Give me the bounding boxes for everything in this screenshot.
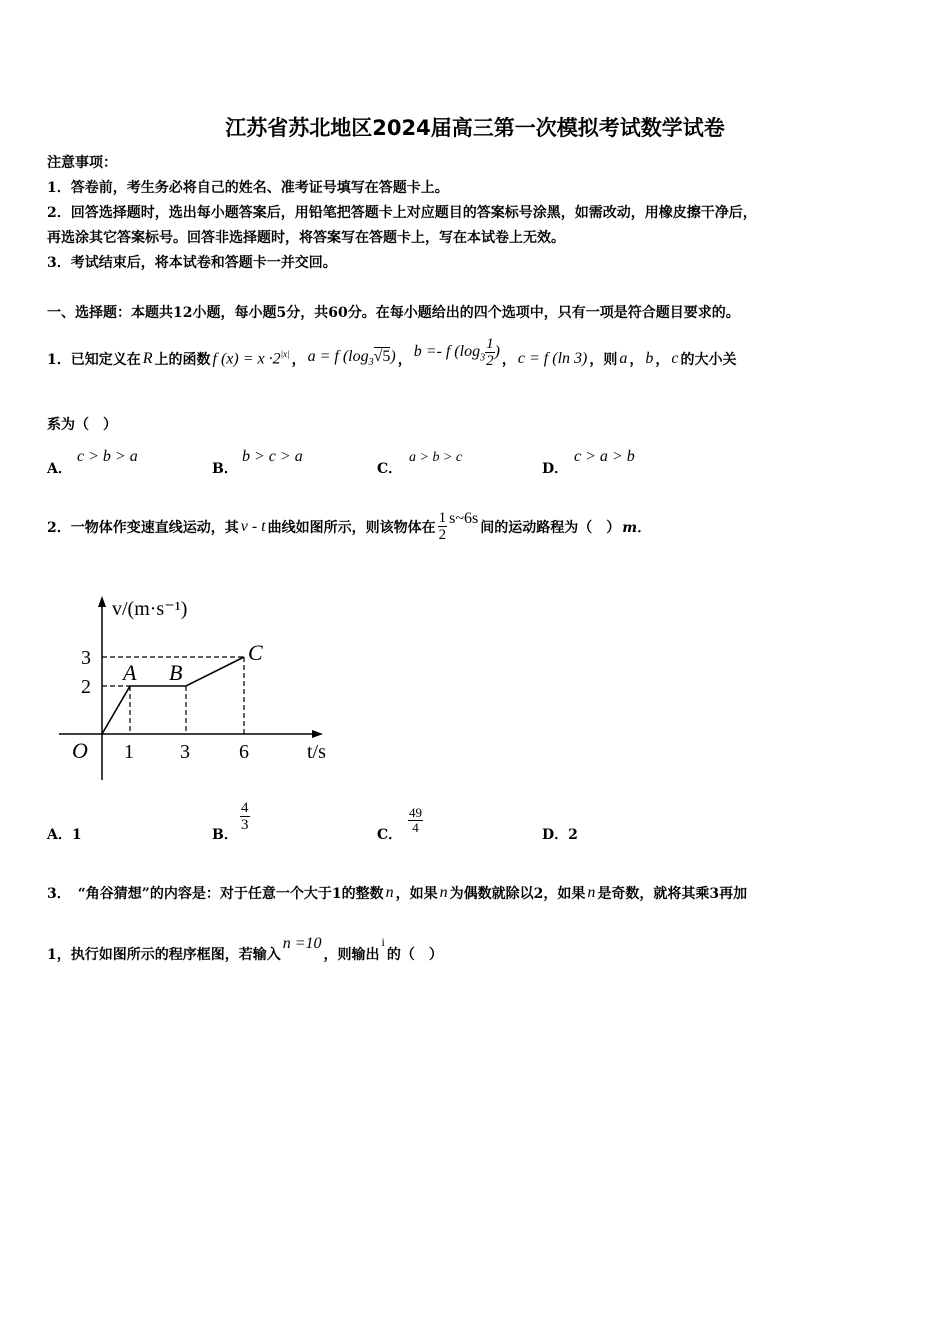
q2-prefix: 2．一物体作变速直线运动，其	[47, 519, 239, 536]
q2-vt: v - t	[240, 517, 266, 535]
q2-half: $\frac{1}{2}$	[438, 510, 447, 543]
q1-option-a-expr: c > b > a	[77, 448, 138, 465]
y-tick-2: 2	[81, 676, 91, 698]
q1-function: f $(x) = x \cdot 2^{|x|}$	[212, 348, 290, 368]
x-tick-1: 1	[124, 741, 134, 763]
velocity-time-graph	[55, 590, 345, 790]
q2-range: s~6s	[449, 509, 479, 527]
q1-option-a[interactable]: A．	[47, 461, 72, 477]
q1-option-d[interactable]: D．	[542, 461, 569, 477]
point-b-label: B	[169, 660, 183, 685]
y-axis-label: v/(m·s⁻¹)	[112, 598, 188, 620]
y-tick-3: 3	[81, 647, 91, 669]
q1-prefix: 1．已知定义在	[47, 351, 141, 368]
q2-option-a[interactable]: A．1	[47, 827, 82, 843]
q2-tail: 间的运动路程为（ ）	[480, 519, 621, 536]
y-axis-arrow	[98, 596, 106, 607]
q1-option-d-expr: c > a > b	[574, 448, 635, 465]
q1-mid: 上的函数	[154, 351, 211, 368]
q1-domain: R	[142, 349, 153, 367]
question-2	[47, 510, 651, 543]
question-3-line-2: 1，执行如图所示的程序框图，若输入 n =10 ，则输出 i 的（ ）	[47, 934, 443, 963]
q1-option-c-expr: a > b > c	[409, 450, 463, 465]
notice-item-2a: 2．回答选择题时，选出每小题答案后，用铅笔把答题卡上对应题目的答案标号涂黑，如需改动，用橡皮擦干净后，	[47, 205, 757, 221]
question-1: 1．已知定义在 R 上的函数 f $(x) = x \cdot 2^{|x|}$ ， a = f $(\log_3√5)$ ， b =- f ($\log_3$ $\frac{1}{2}$ ) ， c = f (ln 3) ，则 a ， b ， c 的大小关	[47, 336, 737, 369]
section-heading: 一、选择题：本题共12小题，每小题5分，共60分。在每小题给出的四个选项中，只有一项是符合题目要求的。	[47, 305, 740, 321]
x-tick-6: 6	[239, 741, 249, 763]
notice-heading: 注意事项：	[47, 155, 117, 171]
notice-item-2b: 再选涂其它答案标号。回答非选择题时，将答案写在答题卡上，写在本试卷上无效。	[47, 230, 565, 246]
q1-c-definition: c = f (ln 3)	[517, 349, 588, 367]
notice-item-1: 1．答卷前，考生务必将自己的姓名、准考证号填写在答题卡上。	[47, 180, 449, 196]
q2-option-c-value: $\frac{49}{4}$	[409, 805, 422, 835]
page-title: 江苏省苏北地区2024届高三第一次模拟考试数学试卷	[225, 116, 725, 140]
x-axis-arrow	[312, 730, 323, 738]
notice-item-3: 3．考试结束后，将本试卷和答题卡一并交回。	[47, 255, 337, 271]
q1-a-definition: a = f $(\log_3√5)$	[307, 348, 396, 369]
q2-mid: 曲线如图所示，则该物体在	[267, 519, 436, 536]
q1-tail: 的大小关	[680, 351, 737, 368]
q1-option-c[interactable]: C．	[377, 461, 403, 477]
question-3: 3． “角谷猜想”的内容是：对于任意一个大于1的整数 n ，如果 n 为偶数就除以2，如果 n 是奇数，就将其乘3再加	[47, 884, 748, 902]
q1-line-2: 系为（ ）	[47, 417, 117, 433]
q3-input: n =10	[282, 935, 322, 952]
q2-option-b[interactable]: B．	[212, 827, 238, 843]
x-axis-label: t/s	[307, 741, 326, 763]
q2-unit: m．	[622, 519, 652, 536]
point-c-label: C	[248, 640, 263, 665]
q2-option-c[interactable]: C．	[377, 827, 403, 843]
origin-label: O	[72, 738, 88, 763]
x-tick-3: 3	[180, 741, 190, 763]
q2-option-d[interactable]: D．2	[542, 827, 578, 843]
q1-option-b-expr: b > c > a	[242, 448, 303, 465]
point-a-label: A	[123, 660, 137, 685]
q2-option-b-value: $\frac{4}{3}$	[241, 800, 249, 833]
q1-b-definition: b =- f ($\log_3$ $\frac{1}{2}$ )	[413, 336, 500, 369]
q1-option-b[interactable]: B．	[212, 461, 238, 477]
